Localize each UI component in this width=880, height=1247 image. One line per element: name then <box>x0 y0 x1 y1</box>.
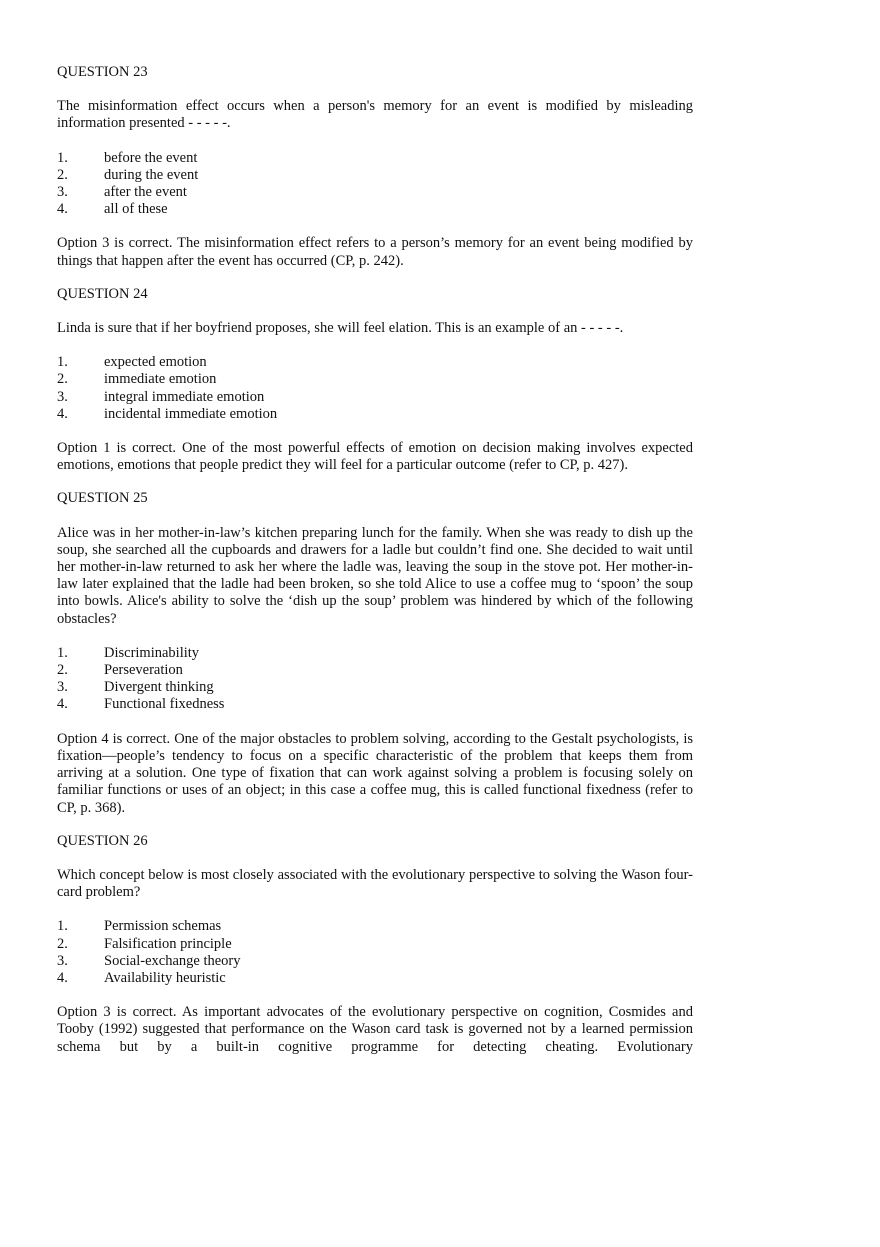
list-item <box>57 918 693 935</box>
option-text: incidental immediate emotion <box>104 405 278 422</box>
option-text: Social-exchange theory <box>104 952 241 969</box>
option-number: 3. <box>57 952 68 969</box>
list-item <box>57 150 693 167</box>
option-text: Permission schemas <box>104 918 222 935</box>
option-list <box>57 918 693 987</box>
question-25 <box>57 490 693 832</box>
question-heading: QUESTION 23 <box>57 64 148 80</box>
option-number: 1. <box>57 918 68 935</box>
list-item <box>57 406 693 423</box>
document-page <box>57 64 693 1056</box>
question-stem: Linda is sure that if her boyfriend proposes, she will feel elation. This is an example of an - - - - -. <box>57 320 624 337</box>
option-list <box>57 645 693 714</box>
option-text: Functional fixedness <box>104 696 225 713</box>
option-text: integral immediate emotion <box>104 388 265 405</box>
list-item <box>57 389 693 406</box>
option-number: 3. <box>57 184 68 201</box>
option-number: 1. <box>57 354 68 371</box>
option-text: Perseveration <box>104 662 183 679</box>
option-text: Availability heuristic <box>104 969 226 986</box>
option-number: 2. <box>57 662 68 679</box>
list-item <box>57 201 693 218</box>
answer-explanation: Option 3 is correct. The misinformation effect refers to a person’s memory for an event being modified by things that happen after the event has occurred (CP, p. 242). <box>57 235 693 269</box>
question-stem: The misinformation effect occurs when a person's memory for an event is modified by misleading information presented - - - - -. <box>57 98 693 132</box>
list-item <box>57 679 693 696</box>
option-text: during the event <box>104 166 199 183</box>
list-item <box>57 953 693 970</box>
option-number: 4. <box>57 405 68 422</box>
option-text: expected emotion <box>104 354 207 371</box>
list-item <box>57 645 693 662</box>
option-text: Divergent thinking <box>104 679 214 696</box>
question-heading: QUESTION 26 <box>57 832 148 849</box>
option-number: 4. <box>57 969 68 986</box>
option-text: all of these <box>104 201 168 218</box>
option-text: immediate emotion <box>104 371 217 388</box>
question-23 <box>57 64 693 286</box>
list-item <box>57 970 693 987</box>
answer-explanation: Option 4 is correct. One of the major obstacles to problem solving, according to the Gestalt psychologists, is fixation—people’s tendency to focus on a specific characteristic of the problem that keeps them from arriving at a solution. One type of fixation that can work against solving a problem is focusing solely on familiar functions or uses of an object; in this case a coffee mug, this is called functional fixedness (refer to CP, p. 368). <box>57 730 693 816</box>
option-number: 3. <box>57 388 68 405</box>
question-heading: QUESTION 25 <box>57 490 148 507</box>
option-text: before the event <box>104 149 198 166</box>
option-list <box>57 150 693 219</box>
answer-explanation: Option 3 is correct. As important advocates of the evolutionary perspective on cognition, Cosmides and Tooby (1992) suggested that performance on the Wason card task is governed not by a learned permission schema but by a built-in cognitive programme for detecting cheating. Evolutionary <box>57 1004 693 1055</box>
option-number: 1. <box>57 149 68 166</box>
question-stem: Alice was in her mother-in-law’s kitchen preparing lunch for the family. When she was ready to dish up the soup, she searched all the cupboards and drawers for a ladle but couldn’t find one. She decided to wait until her mother-in-law returned to ask her where the ladle was, leaving the soup in the stove pot. Her mother-in-law later explained that the ladle had been broken, so she told Alice to use a coffee mug to ‘spoon’ the soup into bowls. Alice's ability to solve the ‘dish up the soup’ problem was hindered by which of the following obstacles? <box>57 524 693 627</box>
question-26 <box>57 833 693 1056</box>
option-number: 1. <box>57 644 68 661</box>
list-item <box>57 184 693 201</box>
answer-explanation: Option 1 is correct. One of the most powerful effects of emotion on decision making involves expected emotions, emotions that people predict they will feel for a particular outcome (refer to CP, p. 427). <box>57 440 693 474</box>
option-number: 2. <box>57 166 68 183</box>
list-item <box>57 167 693 184</box>
option-text: Falsification principle <box>104 935 232 952</box>
question-heading: QUESTION 24 <box>57 285 148 302</box>
option-number: 3. <box>57 679 68 696</box>
option-number: 4. <box>57 201 68 218</box>
list-item <box>57 662 693 679</box>
list-item <box>57 696 693 713</box>
question-24 <box>57 286 693 491</box>
option-list <box>57 354 693 423</box>
option-number: 2. <box>57 371 68 388</box>
option-number: 2. <box>57 935 68 952</box>
list-item <box>57 354 693 371</box>
option-number: 4. <box>57 696 68 713</box>
option-text: Discriminability <box>104 644 200 661</box>
question-stem: Which concept below is most closely associated with the evolutionary perspective to solving the Wason four-card problem? <box>57 866 693 901</box>
list-item <box>57 371 693 388</box>
list-item <box>57 936 693 953</box>
option-text: after the event <box>104 184 187 201</box>
